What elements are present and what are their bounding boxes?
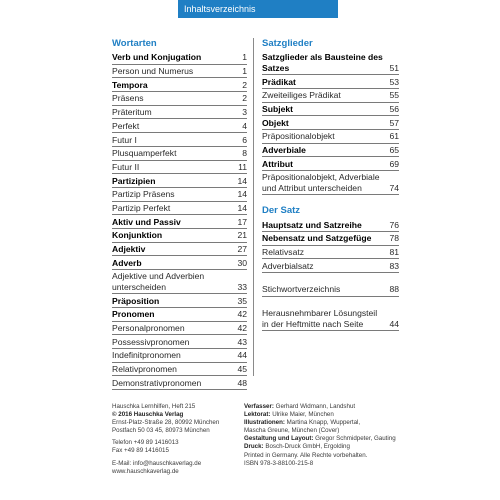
toc-list-der-satz <box>262 218 399 273</box>
toc-entry <box>112 349 247 363</box>
toc-entry-label: Partizip Präsens <box>112 189 175 200</box>
toc-entry-page: 14 <box>237 202 247 213</box>
toc-entry <box>112 161 247 175</box>
toc-entry <box>262 130 399 144</box>
toc-entry-page: 56 <box>389 103 399 114</box>
toc-entry-page: 17 <box>237 216 247 227</box>
toc-entry-label: Konjunktion <box>112 230 163 241</box>
toc-entry <box>112 174 247 188</box>
email-text: E-Mail: info@hauschkaverlag.de <box>112 459 202 467</box>
toc-entry <box>112 363 247 377</box>
toc-entry-page: 2 <box>242 79 247 90</box>
address-line: Ernst-Platz-Straße 28, 80992 München <box>112 419 220 427</box>
toc-entry <box>112 270 247 294</box>
credit-label: Gestaltung und Layout: <box>244 435 314 443</box>
toc-entry <box>262 246 399 260</box>
toc-list-wortarten <box>112 51 247 390</box>
toc-entry-page: 83 <box>389 260 399 271</box>
toc-entry-label: Person und Numerus <box>112 66 194 77</box>
credit-value: Ulrike Maier, München <box>272 411 334 419</box>
toc-entry <box>112 78 247 92</box>
toc-entry-page: 27 <box>237 244 247 255</box>
toc-entry-label: Pronomen <box>112 309 155 320</box>
toc-entry-label: Futur I <box>112 134 137 145</box>
series-text: Hauschka Lernhilfen, Heft 215 <box>112 403 196 410</box>
credit-label: Verfasser: <box>244 403 274 410</box>
toc-entry <box>112 51 247 65</box>
toc-entry <box>262 259 399 273</box>
toc-list-loesungsteil <box>262 307 399 331</box>
rights-text: Printed in Germany. Alle Rechte vorbehalten. <box>244 451 368 459</box>
toc-entry-label: Präposition <box>112 295 160 306</box>
credit-label: Lektorat: <box>244 411 271 419</box>
credit-label: Druck: <box>244 443 264 451</box>
toc-entry-label: Objekt <box>262 117 289 128</box>
toc-entry-label: Stichwortverzeichnis <box>262 284 341 295</box>
toc-entry-label: Relativsatz <box>262 246 305 257</box>
toc-entry <box>112 215 247 229</box>
toc-entry-label: Indefinitpronomen <box>112 350 181 361</box>
toc-entry <box>112 243 247 257</box>
toc-entry-label: Partizip Perfekt <box>112 202 171 213</box>
toc-entry-label: Relativpronomen <box>112 364 177 375</box>
toc-entry <box>112 188 247 202</box>
credit-value: Gerhard Widmann, Landshut <box>275 403 356 410</box>
toc-entry-page: 81 <box>389 246 399 257</box>
toc-entry-label: Präpositionalobjekt <box>262 131 335 142</box>
toc-entry-page: 53 <box>389 76 399 87</box>
credit-value: Gregor Schmidpeter, Gauting <box>315 435 396 443</box>
toc-entry-label: Satzglieder als Bausteine des Satzes <box>262 52 383 73</box>
credits-info <box>244 403 404 468</box>
toc-entry <box>112 147 247 161</box>
toc-entry <box>262 89 399 103</box>
toc-entry-page: 78 <box>389 233 399 244</box>
toc-entry <box>262 171 399 195</box>
toc-entry <box>262 218 399 232</box>
toc-entry-label: Aktiv und Passiv <box>112 216 181 227</box>
toc-entry-page: 1 <box>242 52 247 63</box>
toc-entry-page: 35 <box>237 295 247 306</box>
toc-entry <box>112 256 247 270</box>
toc-entry-label: Nebensatz und Satzgefüge <box>262 233 372 244</box>
toc-entry-label: Präpositionalobjekt, Adverbiale und Attribut unterscheiden <box>262 172 380 193</box>
toc-entry <box>262 103 399 117</box>
toc-entry <box>262 51 399 75</box>
credit-value: Martina Knapp, Wuppertal, <box>286 419 361 427</box>
toc-entry-page: 6 <box>242 134 247 145</box>
toc-list-satzglieder <box>262 51 399 195</box>
toc-entry-label: Präsens <box>112 93 144 104</box>
toc-entry-page: 3 <box>242 107 247 118</box>
toc-entry-page: 48 <box>237 377 247 388</box>
toc-entry-label: Präteritum <box>112 107 152 118</box>
toc-entry <box>112 133 247 147</box>
toc-entry-page: 55 <box>389 90 399 101</box>
toc-entry-page: 14 <box>237 175 247 186</box>
toc-entry-label: Adverbialsatz <box>262 260 314 271</box>
section-heading-der-satz: Der Satz <box>262 205 301 217</box>
toc-entry-page: 45 <box>237 364 247 375</box>
toc-entry <box>262 232 399 246</box>
toc-entry-page: 14 <box>237 189 247 200</box>
address-line: Postfach 50 03 45, 80973 München <box>112 427 210 435</box>
toc-entry-label: Tempora <box>112 79 148 90</box>
toc-entry <box>112 376 247 390</box>
toc-entry-page: 1 <box>242 66 247 77</box>
toc-entry <box>112 92 247 106</box>
section-heading-satzglieder: Satzglieder <box>262 38 313 49</box>
credit-value: Mascha Greune, München (Cover) <box>244 427 340 435</box>
toc-entry <box>262 144 399 158</box>
publisher-info <box>112 403 240 476</box>
toc-entry-label: Attribut <box>262 158 294 169</box>
toc-list-stichwort <box>262 283 399 297</box>
toc-entry-page: 44 <box>389 318 399 329</box>
toc-entry-page: 51 <box>389 62 399 73</box>
toc-entry-page: 30 <box>237 257 247 268</box>
column-divider <box>253 38 254 376</box>
toc-entry-label: Futur II <box>112 161 140 172</box>
toc-entry-label: Demonstrativpronomen <box>112 377 202 388</box>
toc-entry-page: 76 <box>389 219 399 230</box>
toc-entry-page: 2 <box>242 93 247 104</box>
section-heading-wortarten: Wortarten <box>112 38 157 49</box>
credit-value: Bosch-Druck GmbH, Ergolding <box>265 443 350 451</box>
toc-entry <box>112 308 247 322</box>
toc-entry-page: 42 <box>237 322 247 333</box>
toc-entry-page: 61 <box>389 131 399 142</box>
toc-entry-label: Prädikat <box>262 76 296 87</box>
toc-entry <box>262 116 399 130</box>
toc-entry-label: Hauptsatz und Satzreihe <box>262 219 362 230</box>
toc-entry-page: 33 <box>237 281 247 292</box>
toc-entry-label: Personalpronomen <box>112 322 185 333</box>
fax-text: Fax +49 89 1416015 <box>112 447 169 455</box>
page-title: Inhaltsverzeichnis <box>178 0 338 18</box>
toc-entry <box>262 307 399 331</box>
toc-entry-page: 88 <box>389 284 399 295</box>
toc-entry-page: 4 <box>242 120 247 131</box>
toc-column-wortarten <box>112 38 247 390</box>
toc-entry <box>112 229 247 243</box>
toc-entry-label: Subjekt <box>262 103 294 114</box>
toc-entry-label: Partizipien <box>112 175 156 186</box>
toc-entry-page: 21 <box>237 230 247 241</box>
toc-entry-label: Perfekt <box>112 120 140 131</box>
phone-text: Telefon +49 89 1416013 <box>112 439 179 447</box>
toc-column-satz <box>262 38 399 331</box>
copyright-text: © 2016 Hauschka Verlag <box>112 411 184 419</box>
toc-entry <box>262 157 399 171</box>
toc-entry-page: 57 <box>389 117 399 128</box>
toc-entry-label: Verb und Konjugation <box>112 52 202 63</box>
isbn-text: ISBN 978-3-88100-215-8 <box>244 459 314 467</box>
toc-entry-label: Adjektive und Adverbien unterscheiden <box>112 271 205 292</box>
toc-entry-page: 11 <box>238 161 247 172</box>
toc-entry <box>112 119 247 133</box>
toc-entry <box>112 322 247 336</box>
toc-entry-label: Adjektiv <box>112 244 146 255</box>
toc-entry-label: Possessivpronomen <box>112 336 190 347</box>
toc-entry-page: 8 <box>242 148 247 159</box>
toc-entry <box>112 106 247 120</box>
toc-entry-page: 44 <box>237 350 247 361</box>
toc-entry <box>112 335 247 349</box>
toc-entry-label: Plusquamperfekt <box>112 148 177 159</box>
toc-entry <box>112 65 247 79</box>
toc-entry <box>112 294 247 308</box>
toc-entry <box>262 75 399 89</box>
toc-entry-page: 69 <box>389 158 399 169</box>
toc-entry-page: 65 <box>389 145 399 156</box>
toc-entry-label: Adverb <box>112 257 142 268</box>
toc-entry-label: Adverbiale <box>262 145 306 156</box>
toc-entry-label: Herausnehmbarer Lösungsteil in der Heftmitte nach Seite <box>262 308 378 329</box>
toc-entry-label: Zweiteiliges Prädikat <box>262 90 341 101</box>
credit-label: Illustrationen: <box>244 419 285 427</box>
toc-entry-page: 74 <box>389 182 399 193</box>
toc-entry-page: 43 <box>237 336 247 347</box>
website-text: www.hauschkaverlag.de <box>112 467 179 475</box>
toc-entry <box>262 283 399 297</box>
toc-entry-page: 42 <box>237 309 247 320</box>
toc-entry <box>112 202 247 216</box>
